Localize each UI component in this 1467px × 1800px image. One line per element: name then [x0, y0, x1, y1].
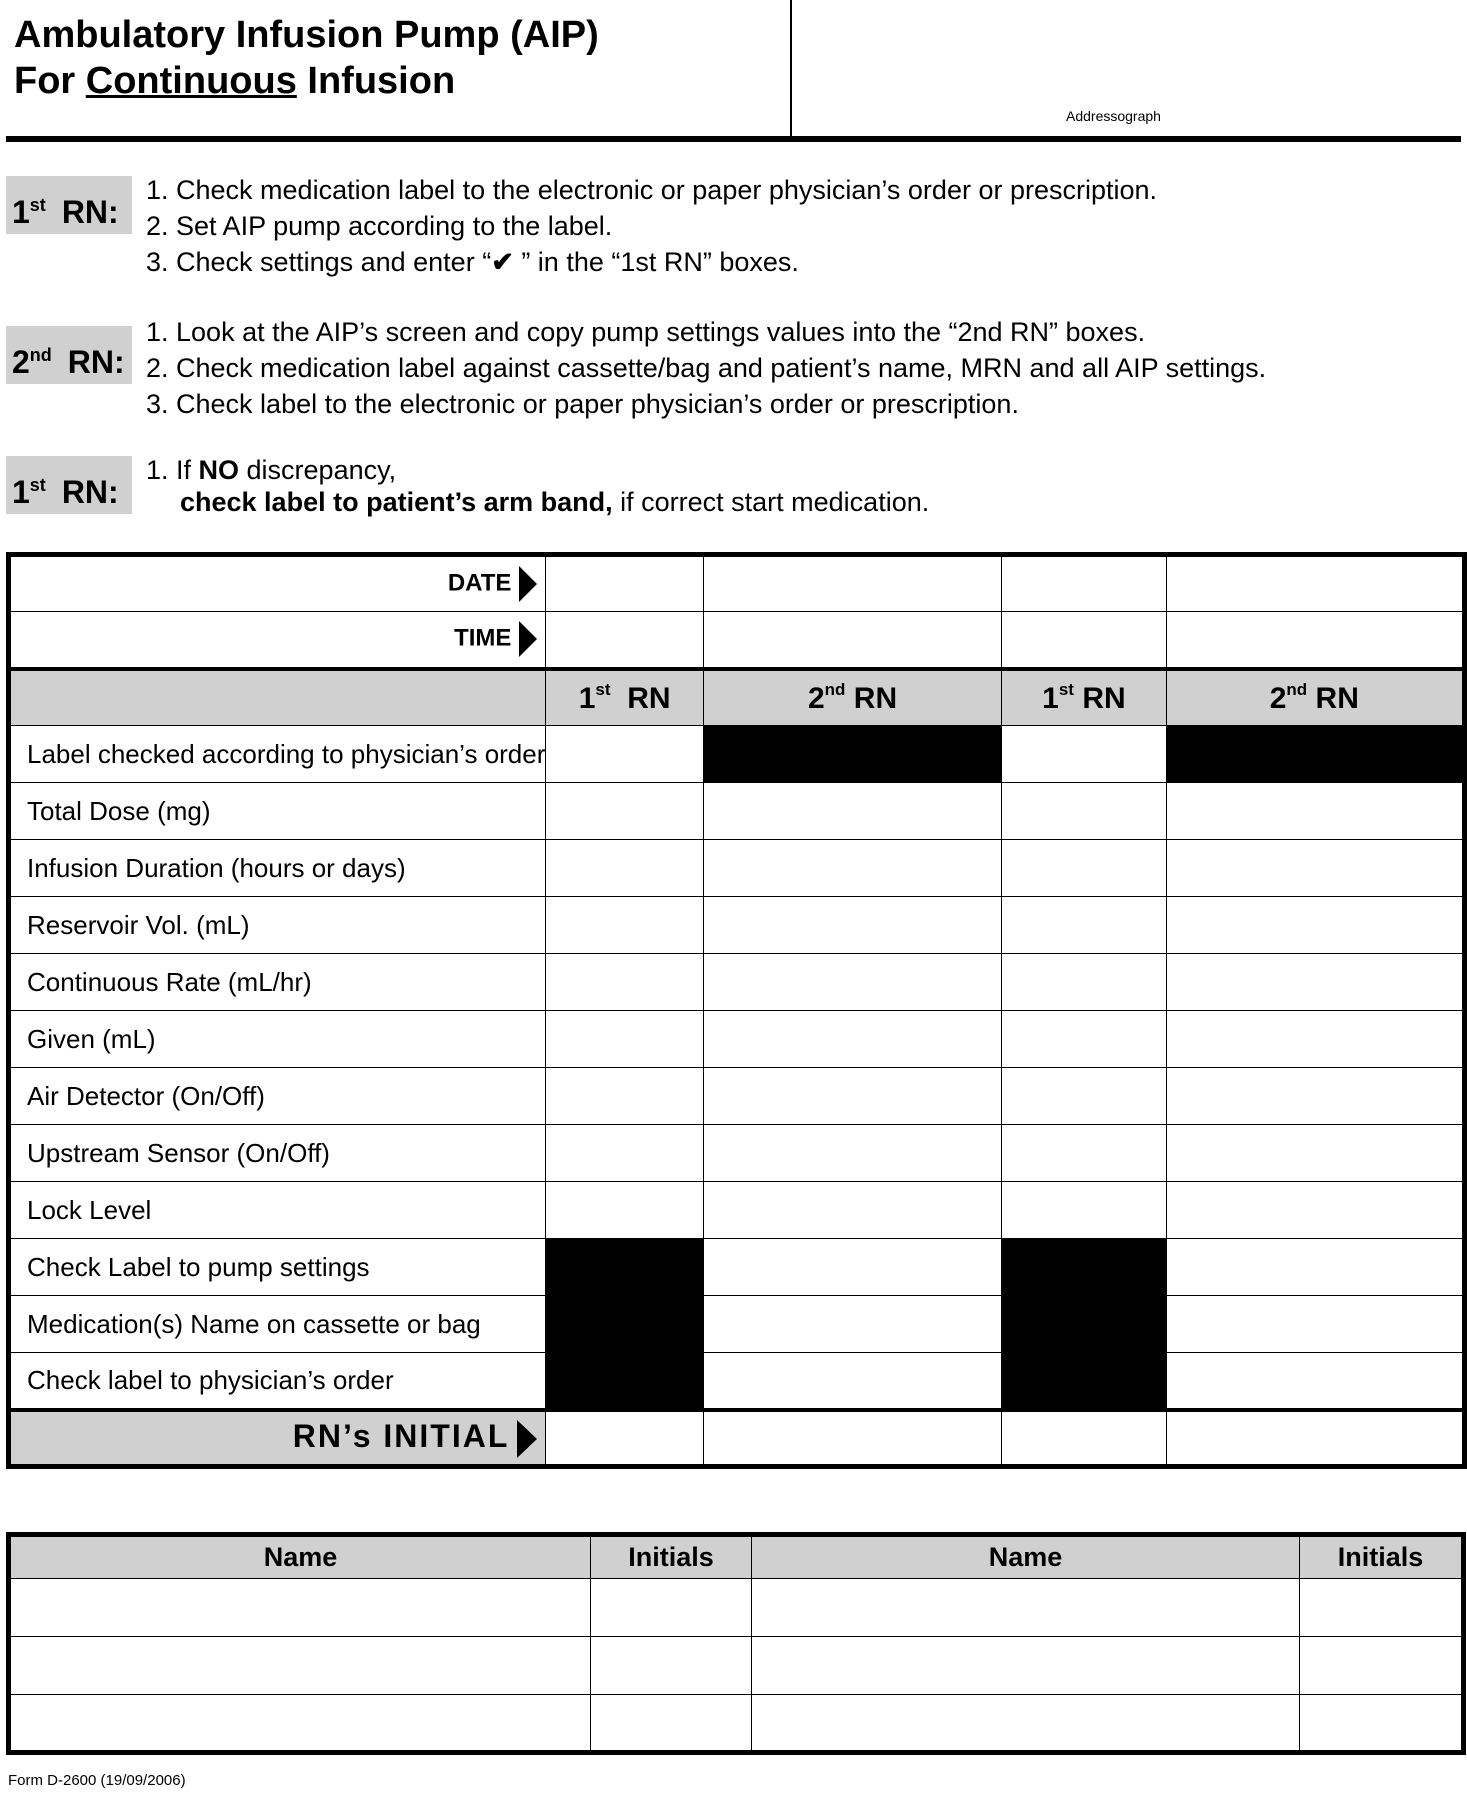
initial-cell[interactable]	[1002, 1410, 1166, 1467]
entry-cell[interactable]	[1166, 1353, 1464, 1410]
table-row	[9, 1125, 1465, 1182]
initial-cell[interactable]	[1166, 1410, 1464, 1467]
col-header-initials: Initials	[1300, 1535, 1464, 1579]
blocked-cell	[1166, 726, 1464, 783]
badge-second-rn	[6, 326, 132, 384]
arrow-right-icon	[517, 1420, 537, 1458]
initial-row	[9, 1410, 1465, 1467]
badge-sup: st	[29, 475, 46, 495]
row-label: Upstream Sensor (On/Off)	[9, 1125, 546, 1182]
header-divider	[790, 0, 792, 136]
entry-cell[interactable]	[1002, 1068, 1166, 1125]
entry-cell[interactable]	[546, 1125, 703, 1182]
time-label-cell	[9, 612, 546, 669]
blocked-cell	[1002, 1239, 1166, 1296]
badge-sup: nd	[29, 345, 52, 365]
badge-num: 1	[12, 194, 30, 230]
col-header	[546, 669, 703, 726]
col-header	[1166, 669, 1464, 726]
instruction-part: ” in the “1st RN” boxes.	[513, 247, 799, 277]
blocked-cell	[546, 1353, 703, 1410]
entry-cell[interactable]	[1166, 783, 1464, 840]
instruction-emphasis: NO	[198, 455, 240, 485]
instruction-line: 2. Check medication label against cassette/bag and patient’s name, MRN and all AIP settings.	[146, 353, 1267, 383]
badge-first-rn	[6, 176, 132, 234]
blocked-cell	[1002, 1296, 1166, 1353]
instruction-line: 2. Set AIP pump according to the label.	[146, 211, 613, 241]
instruction-line: 3. Check label to the electronic or paper physician’s order or prescription.	[146, 389, 1019, 419]
title-prefix: For	[14, 60, 86, 102]
entry-cell[interactable]	[1166, 1182, 1464, 1239]
table-row	[9, 1182, 1465, 1239]
instruction-part: 3. Check settings and enter “	[146, 247, 492, 277]
date-cell[interactable]	[1002, 555, 1166, 612]
row-label: Total Dose (mg)	[9, 783, 546, 840]
entry-cell[interactable]	[703, 840, 1001, 897]
entry-cell[interactable]	[1166, 1011, 1464, 1068]
form-footer: Form D-2600 (19/09/2006)	[8, 1772, 186, 1789]
entry-cell[interactable]	[703, 783, 1001, 840]
col-header	[703, 669, 1001, 726]
instruction-line	[146, 244, 1157, 280]
entry-cell[interactable]	[1002, 1182, 1166, 1239]
row-label: Reservoir Vol. (mL)	[9, 897, 546, 954]
col-header-name: Name	[9, 1535, 591, 1579]
entry-cell[interactable]	[703, 1068, 1001, 1125]
header-rule	[6, 136, 1461, 142]
col-num: 1	[578, 681, 596, 715]
row-label: Check label to physician’s order	[9, 1353, 546, 1410]
table-row	[9, 726, 1465, 783]
date-cell[interactable]	[703, 555, 1001, 612]
title-underlined: Continuous	[85, 60, 297, 102]
row-label: Label checked according to physician’s order	[9, 726, 546, 783]
blocked-cell	[546, 1296, 703, 1353]
name-cell[interactable]	[752, 1695, 1300, 1753]
instruction-line: 1. Check medication label to the electronic or paper physician’s order or prescription.	[146, 175, 1158, 205]
time-cell[interactable]	[1166, 612, 1464, 669]
instruction-line	[146, 486, 929, 518]
check-icon: ✔	[491, 247, 514, 277]
time-cell[interactable]	[546, 612, 703, 669]
entry-cell[interactable]	[546, 1011, 703, 1068]
row-label: Check Label to pump settings	[9, 1239, 546, 1296]
table-row	[9, 1011, 1465, 1068]
date-row	[9, 555, 1465, 612]
badge-sup: st	[29, 195, 46, 215]
col-num: 1	[1042, 681, 1059, 715]
entry-cell[interactable]	[1166, 954, 1464, 1011]
entry-cell[interactable]	[1002, 1011, 1166, 1068]
entry-cell[interactable]	[703, 1011, 1001, 1068]
table-row	[9, 1353, 1465, 1410]
blocked-cell	[1002, 1353, 1166, 1410]
entry-cell[interactable]	[1166, 1068, 1464, 1125]
table-row	[9, 1239, 1465, 1296]
column-header-row	[9, 669, 1465, 726]
initials-cell[interactable]	[591, 1579, 752, 1637]
entry-cell[interactable]	[703, 954, 1001, 1011]
row-label: Continuous Rate (mL/hr)	[9, 954, 546, 1011]
instructions-second-rn	[146, 314, 1266, 422]
col-sup: st	[595, 679, 611, 699]
col-num: 2	[807, 681, 825, 715]
instruction-part: if correct start medication.	[612, 487, 930, 517]
addressograph-label: Addressograph	[1066, 108, 1161, 124]
entry-cell[interactable]	[546, 1068, 703, 1125]
form-title-line1: Ambulatory Infusion Pump (AIP)	[14, 14, 599, 56]
initial-label: RN’s INITIAL	[292, 1417, 510, 1454]
time-label: TIME	[454, 624, 512, 652]
arrow-right-icon	[519, 566, 537, 602]
row-label: Air Detector (On/Off)	[9, 1068, 546, 1125]
entry-cell[interactable]	[703, 1125, 1001, 1182]
entry-cell[interactable]	[546, 783, 703, 840]
entry-cell[interactable]	[703, 1182, 1001, 1239]
badge-num: 2	[12, 344, 30, 380]
initial-cell[interactable]	[546, 1410, 703, 1467]
initial-cell[interactable]	[703, 1410, 1001, 1467]
col-role: RN	[627, 681, 671, 715]
col-role: RN	[1315, 681, 1359, 715]
entry-cell[interactable]	[546, 726, 703, 783]
col-role: RN	[853, 681, 898, 715]
initials-cell[interactable]	[1300, 1695, 1464, 1753]
signatures-header-row	[9, 1535, 1464, 1579]
pump-settings-table	[6, 552, 1467, 1469]
col-sup: nd	[824, 679, 846, 699]
badge-num: 1	[12, 474, 30, 510]
form-title-line2	[14, 58, 599, 104]
badge-role: RN:	[67, 344, 125, 380]
entry-cell[interactable]	[1166, 1296, 1464, 1353]
entry-cell[interactable]	[546, 954, 703, 1011]
initials-cell[interactable]	[591, 1695, 752, 1753]
name-cell[interactable]	[9, 1579, 591, 1637]
entry-cell[interactable]	[703, 1353, 1001, 1410]
entry-cell[interactable]	[703, 1239, 1001, 1296]
initials-cell[interactable]	[1300, 1579, 1464, 1637]
instruction-part: discrepancy,	[239, 455, 397, 485]
initials-cell[interactable]	[1300, 1637, 1464, 1695]
name-cell[interactable]	[9, 1695, 591, 1753]
entry-cell[interactable]	[1002, 783, 1166, 840]
entry-cell[interactable]	[1002, 1125, 1166, 1182]
entry-cell[interactable]	[1002, 726, 1166, 783]
blocked-cell	[546, 1239, 703, 1296]
instruction-part: 1. If	[146, 455, 199, 485]
title-suffix: Infusion	[296, 60, 456, 102]
instructions-first-rn-final	[146, 454, 929, 518]
date-label: DATE	[447, 569, 512, 597]
name-cell[interactable]	[752, 1579, 1300, 1637]
date-label-cell	[9, 555, 546, 612]
blocked-cell	[703, 726, 1001, 783]
initial-label-cell	[9, 1410, 546, 1467]
entry-cell[interactable]	[1002, 954, 1166, 1011]
entry-cell[interactable]	[1166, 1125, 1464, 1182]
time-cell[interactable]	[703, 612, 1001, 669]
time-cell[interactable]	[1002, 612, 1166, 669]
col-header-initials: Initials	[591, 1535, 752, 1579]
row-label: Lock Level	[9, 1182, 546, 1239]
table-row	[9, 954, 1465, 1011]
instruction-line	[146, 454, 929, 486]
entry-cell[interactable]	[1166, 840, 1464, 897]
name-cell[interactable]	[752, 1637, 1300, 1695]
col-role: RN	[1082, 681, 1126, 715]
arrow-right-icon	[519, 621, 537, 657]
col-header	[1002, 669, 1166, 726]
table-row	[9, 783, 1465, 840]
name-cell[interactable]	[9, 1637, 591, 1695]
signature-row	[9, 1695, 1464, 1753]
row-label: Infusion Duration (hours or days)	[9, 840, 546, 897]
entry-cell[interactable]	[1166, 897, 1464, 954]
initials-cell[interactable]	[591, 1637, 752, 1695]
instruction-emphasis: check label to patient’s arm band,	[180, 487, 613, 517]
col-sup: st	[1058, 679, 1074, 699]
signatures-table	[6, 1532, 1466, 1755]
entry-cell[interactable]	[1002, 897, 1166, 954]
table-row	[9, 840, 1465, 897]
badge-first-rn-final	[6, 456, 132, 514]
time-row	[9, 612, 1465, 669]
instructions-first-rn	[146, 172, 1157, 280]
signature-row	[9, 1637, 1464, 1695]
row-label: Medication(s) Name on cassette or bag	[9, 1296, 546, 1353]
form-title	[14, 12, 599, 104]
col-sup: nd	[1286, 679, 1308, 699]
instruction-line: 1. Look at the AIP’s screen and copy pump settings values into the “2nd RN” boxes.	[146, 317, 1146, 347]
col-num: 2	[1269, 681, 1287, 715]
entry-cell[interactable]	[546, 840, 703, 897]
row-label: Given (mL)	[9, 1011, 546, 1068]
entry-cell[interactable]	[546, 1182, 703, 1239]
date-cell[interactable]	[1166, 555, 1464, 612]
badge-role: RN:	[61, 194, 119, 230]
date-cell[interactable]	[546, 555, 703, 612]
entry-cell[interactable]	[1166, 1239, 1464, 1296]
header-blank	[9, 669, 546, 726]
entry-cell[interactable]	[703, 1296, 1001, 1353]
table-row	[9, 1296, 1465, 1353]
entry-cell[interactable]	[703, 897, 1001, 954]
table-row	[9, 897, 1465, 954]
col-header-name: Name	[752, 1535, 1300, 1579]
badge-role: RN:	[61, 474, 119, 510]
entry-cell[interactable]	[546, 897, 703, 954]
table-row	[9, 1068, 1465, 1125]
signature-row	[9, 1579, 1464, 1637]
entry-cell[interactable]	[1002, 840, 1166, 897]
